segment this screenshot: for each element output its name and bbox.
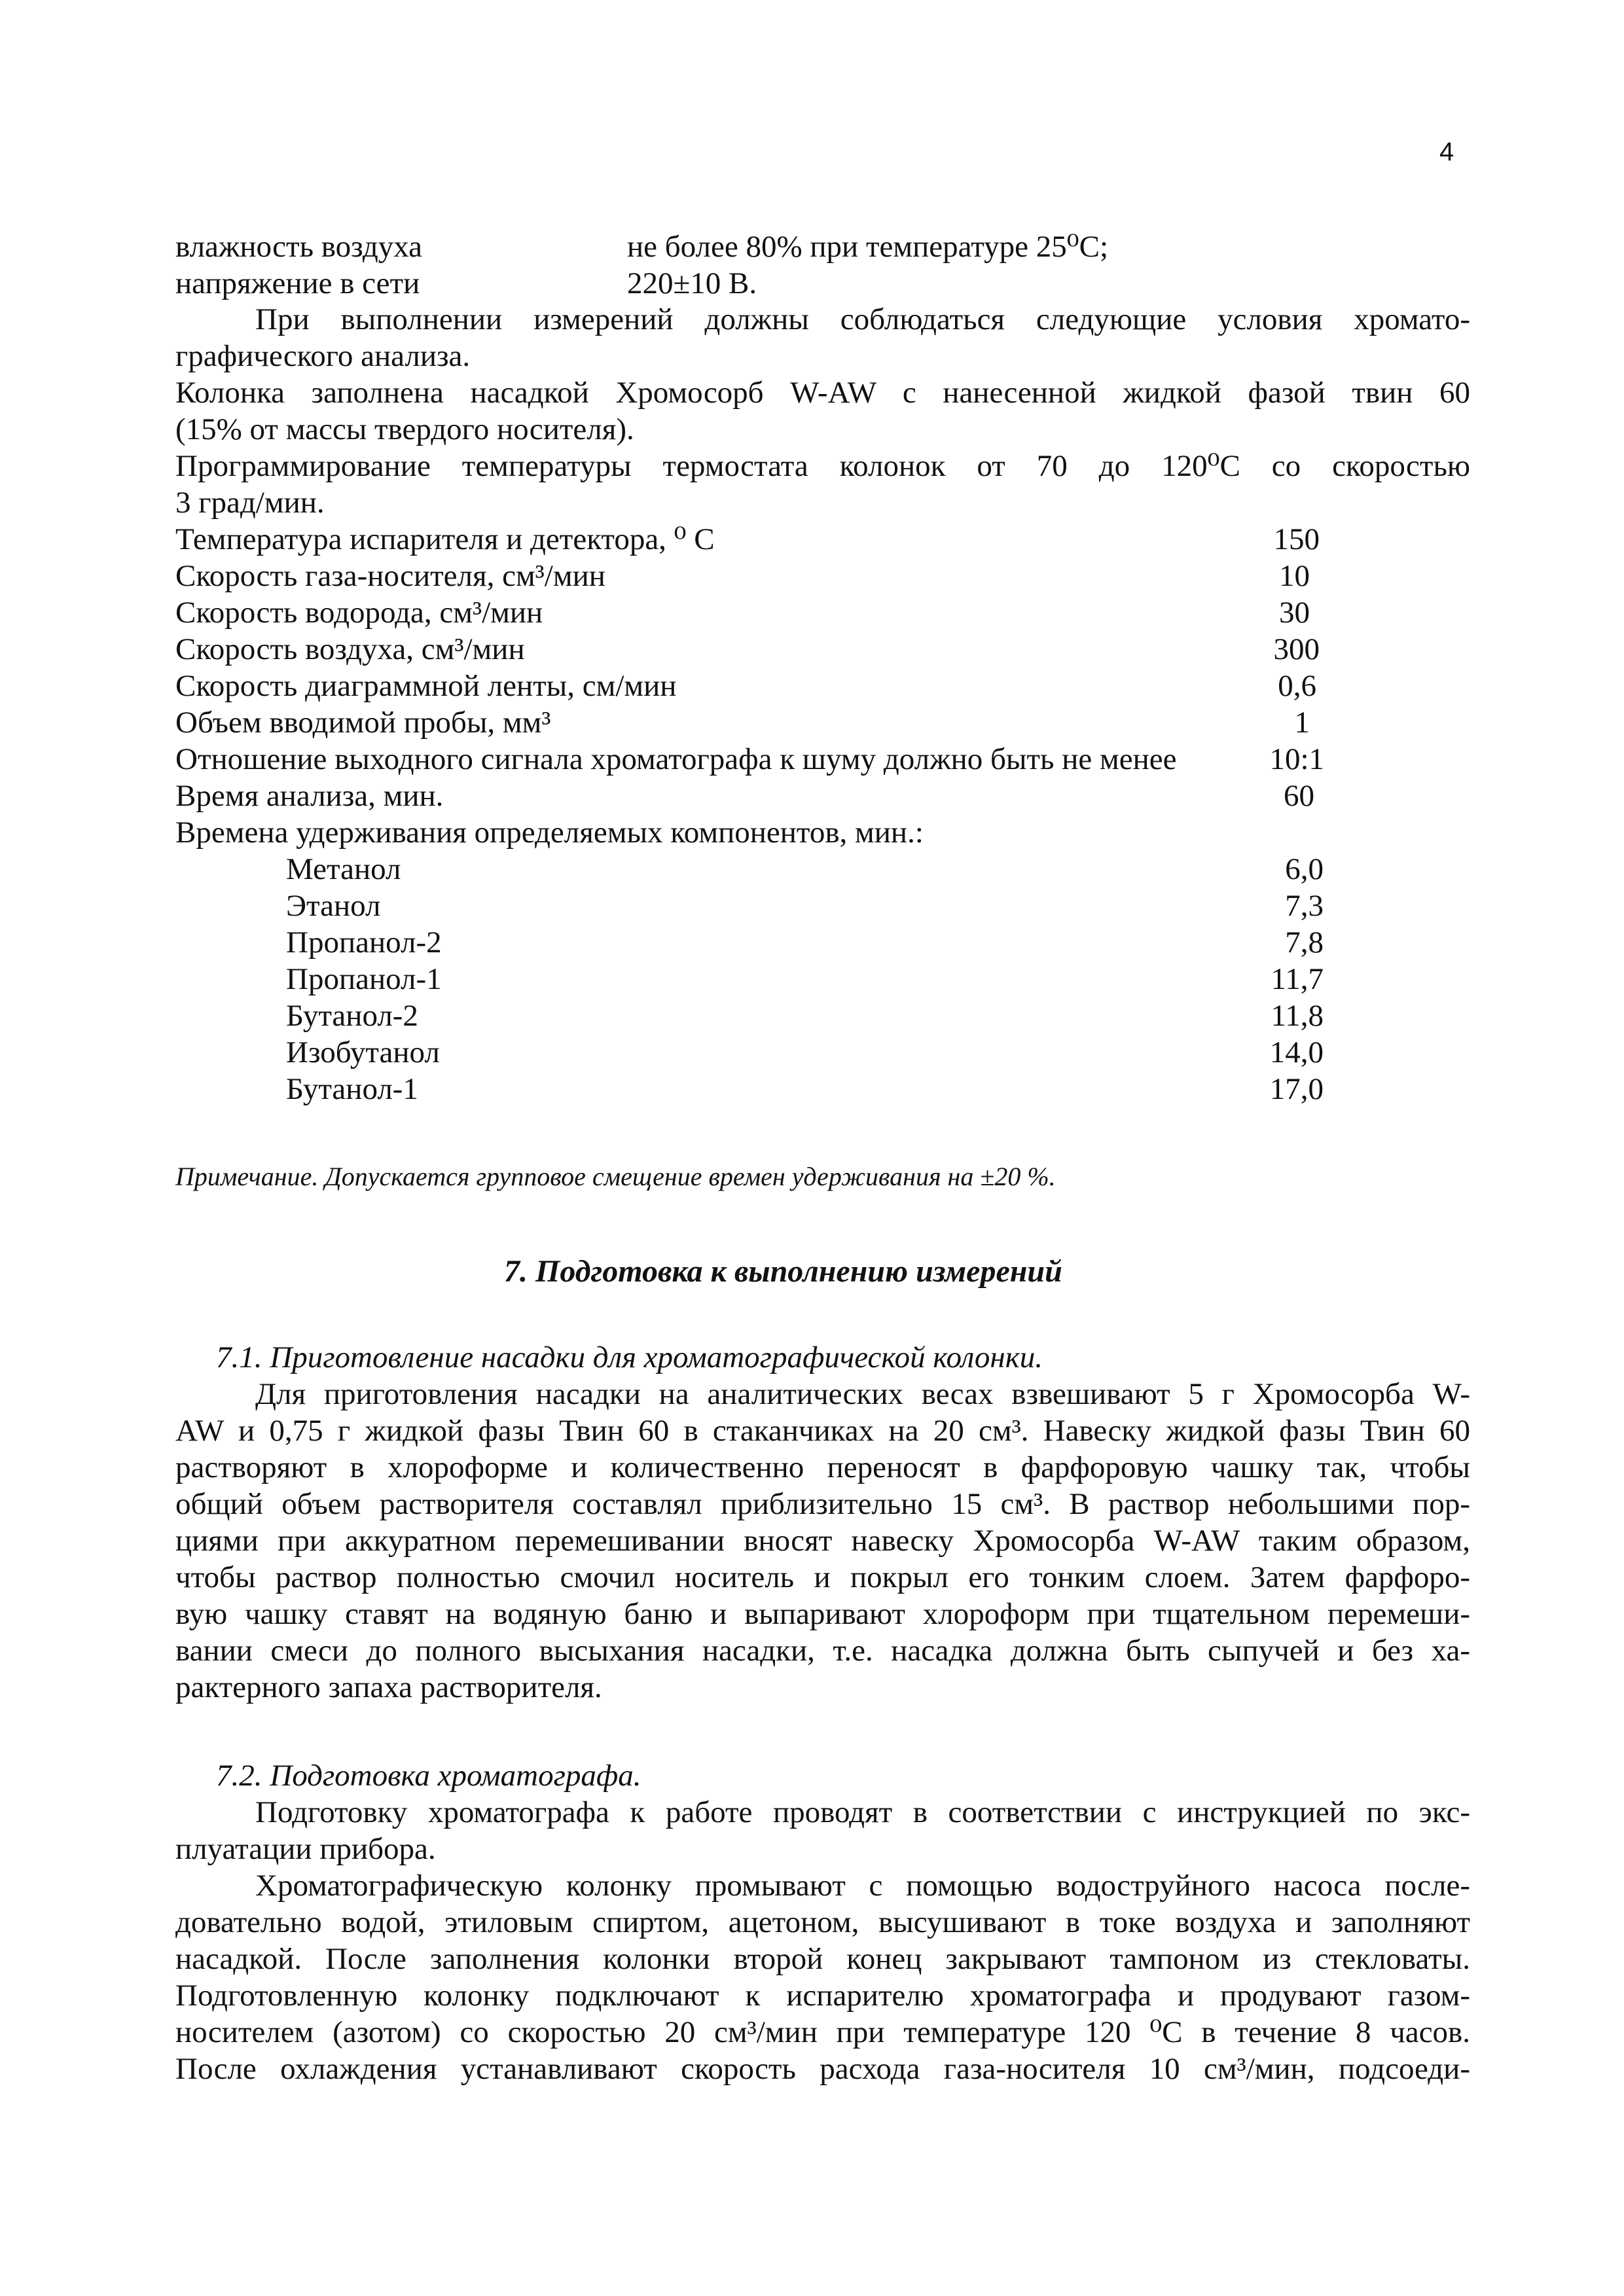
- parameter-label: Время анализа, мин.: [175, 779, 444, 813]
- paragraph-line: AW и 0,75 г жидкой фазы Твин 60 в стаканчиках на 20 см³. Навеску жидкой фазы Твин 60: [175, 1414, 1470, 1448]
- retention-title: Времена удерживания определяемых компонентов, мин.:: [175, 816, 924, 850]
- paragraph-line: После охлаждения устанавливают скорость расхода газа-носителя 10 см³/мин, подсоеди-: [175, 2052, 1470, 2086]
- paragraph-line: (15% от массы твердого носителя).: [175, 412, 634, 446]
- paragraph-line: рактерного запаха растворителя.: [175, 1670, 602, 1704]
- parameter-value: 10:1: [1269, 742, 1324, 776]
- paragraph-line: носителем (азотом) со скоростью 20 см³/мин при температуре 120 ⁰С в течение 8 часов.: [175, 2015, 1470, 2049]
- retention-name: Изобутанол: [286, 1035, 440, 1069]
- paragraph-line: общий объем растворителя составлял приблизительно 15 см³. В раствор небольшими пор-: [175, 1487, 1470, 1521]
- page-number: 4: [1439, 137, 1454, 166]
- parameter-value: 0,6: [1278, 669, 1316, 703]
- paragraph-line: графического анализа.: [175, 339, 471, 373]
- paragraph-line: Колонка заполнена насадкой Хромосорб W-AW с нанесенной жидкой фазой твин 60: [175, 376, 1470, 410]
- parameter-label: Объем вводимой пробы, мм³: [175, 706, 551, 740]
- paragraph-line: насадкой. После заполнения колонки второй конец закрывают тампоном из стекловаты.: [175, 1942, 1470, 1976]
- parameter-label: Скорость газа-носителя, см³/мин: [175, 559, 605, 593]
- note: Примечание. Допускается групповое смещение времен удерживания на ±20 %.: [175, 1162, 1056, 1191]
- paragraph-line: Подготовленную колонку подключают к испарителю хроматографа и продувают газом-: [175, 1979, 1470, 2013]
- retention-name: Бутанол-2: [286, 999, 418, 1033]
- paragraph-line: чтобы раствор полностью смочил носитель и покрыл его тонким слоем. Затем фарфоро-: [175, 1560, 1470, 1594]
- subsection-title: 7.2. Подготовка хроматографа.: [216, 1759, 641, 1793]
- parameter-label: Скорость диаграммной ленты, см/мин: [175, 669, 677, 703]
- retention-name: Этанол: [286, 889, 381, 923]
- retention-value: 7,3: [1285, 889, 1324, 923]
- paragraph-line: Для приготовления насадки на аналитических весах взвешивают 5 г Хромосорба W-: [255, 1377, 1470, 1411]
- paragraph-line: циями при аккуратном перемешивании вносят навеску Хромосорба W-AW таким образом,: [175, 1524, 1470, 1558]
- paragraph-line: вании смеси до полного высыхания насадки, т.е. насадка должна быть сыпучей и без ха-: [175, 1634, 1470, 1668]
- parameter-value: 150: [1273, 522, 1320, 556]
- subsection-title: 7.1. Приготовление насадки для хроматографической колонки.: [216, 1340, 1043, 1374]
- retention-name: Пропанол-1: [286, 962, 442, 996]
- paragraph-line: При выполнении измерений должны соблюдаться следующие условия хромато-: [255, 302, 1470, 336]
- parameter-label: Скорость воздуха, см³/мин: [175, 632, 525, 666]
- retention-value: 17,0: [1269, 1072, 1324, 1106]
- retention-value: 14,0: [1269, 1035, 1324, 1069]
- parameter-label: Отношение выходного сигнала хроматографа к шуму должно быть не менее: [175, 742, 1177, 776]
- parameter-value: 300: [1273, 632, 1320, 666]
- condition-value: 220±10 В.: [627, 266, 757, 300]
- retention-name: Метанол: [286, 852, 401, 886]
- retention-name: Пропанол-2: [286, 925, 442, 960]
- parameter-label: Скорость водорода, см³/мин: [175, 596, 543, 630]
- paragraph-line: 3 град/мин.: [175, 486, 325, 520]
- paragraph-line: Подготовку хроматографа к работе проводят в соответствии с инструкцией по экс-: [255, 1795, 1470, 1829]
- retention-name: Бутанол-1: [286, 1072, 418, 1106]
- paragraph-line: вую чашку ставят на водяную баню и выпаривают хлороформ при тщательном перемеши-: [175, 1597, 1470, 1631]
- retention-value: 11,7: [1271, 962, 1324, 996]
- parameter-value: 10: [1279, 559, 1310, 593]
- paragraph-line: плуатации прибора.: [175, 1832, 436, 1866]
- condition-label: влажность воздуха: [175, 230, 423, 264]
- paragraph-line: растворяют в хлороформе и количественно переносят в фарфоровую чашку так, чтобы: [175, 1450, 1470, 1484]
- retention-value: 11,8: [1271, 999, 1324, 1033]
- retention-value: 6,0: [1285, 852, 1324, 886]
- retention-value: 7,8: [1285, 925, 1324, 960]
- parameter-value: 30: [1279, 596, 1310, 630]
- parameter-label: Температура испарителя и детектора, ⁰ С: [175, 522, 715, 556]
- condition-label: напряжение в сети: [175, 266, 420, 300]
- paragraph-line: Программирование температуры термостата колонок от 70 до 120⁰С со скоростью: [175, 449, 1470, 483]
- paragraph-line: довательно водой, этиловым спиртом, ацетоном, высушивают в токе воздуха и заполняют: [175, 1905, 1470, 1939]
- parameter-value: 1: [1294, 706, 1310, 740]
- paragraph-line: Хроматографическую колонку промывают с помощью водоструйного насоса после-: [255, 1869, 1470, 1903]
- section-heading: 7. Подготовка к выполнению измерений: [504, 1254, 1062, 1289]
- parameter-value: 60: [1284, 779, 1314, 813]
- condition-value: не более 80% при температуре 25⁰С;: [627, 230, 1109, 264]
